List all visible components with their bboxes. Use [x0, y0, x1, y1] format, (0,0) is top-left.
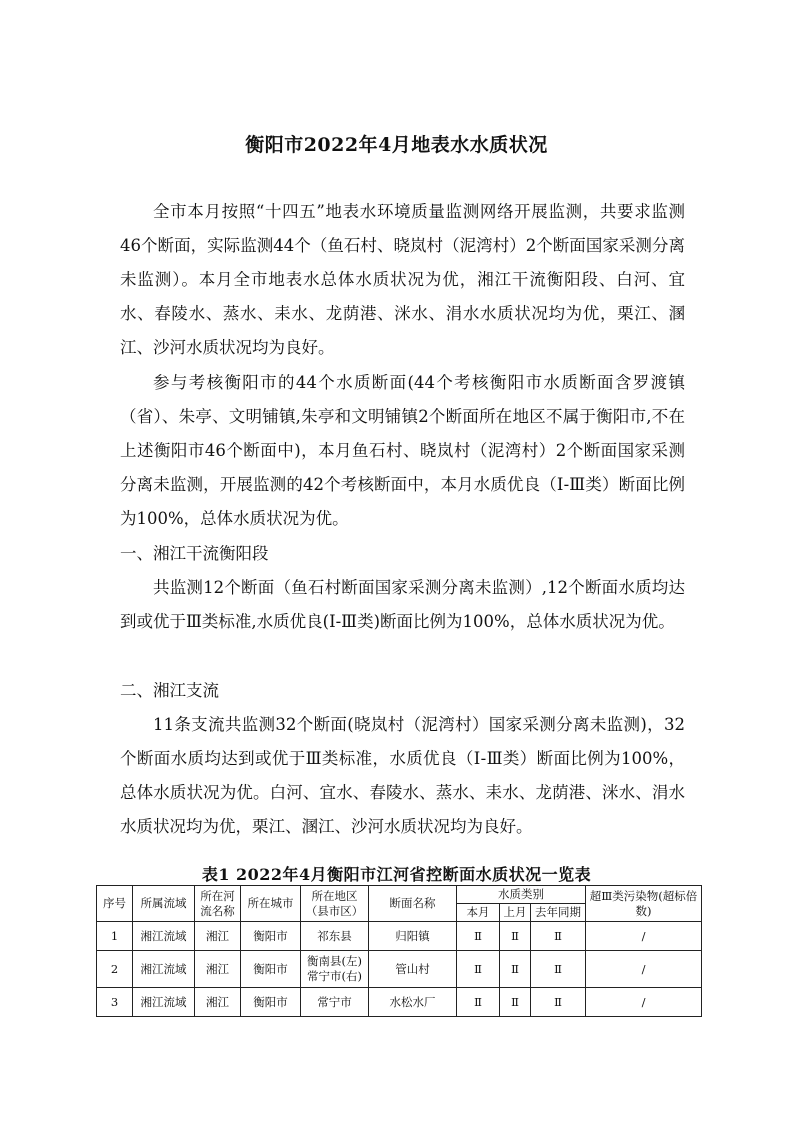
cell-over-standard: / [586, 951, 702, 988]
header-basin: 所属流域 [133, 886, 195, 922]
cell-basin: 湘江流域 [133, 922, 195, 951]
cell-city: 衡阳市 [241, 988, 301, 1017]
cell-river: 湘江 [195, 988, 241, 1017]
cell-last-month: Ⅱ [500, 988, 531, 1017]
cell-last-year: Ⅱ [531, 922, 586, 951]
cell-section: 管山村 [369, 951, 457, 988]
water-quality-table [96, 885, 702, 1017]
cell-district: 衡南县(左)常宁市(右) [301, 951, 369, 988]
header-river: 所在河流名称 [195, 886, 241, 922]
cell-this-month: Ⅱ [457, 988, 500, 1017]
page-title: 衡阳市2022年4月地表水水质状况 [245, 134, 548, 156]
cell-section: 水松水厂 [369, 988, 457, 1017]
cell-basin: 湘江流域 [133, 988, 195, 1017]
cell-city: 衡阳市 [241, 922, 301, 951]
header-section: 断面名称 [369, 886, 457, 922]
cell-over-standard: / [586, 988, 702, 1017]
header-quality: 水质类别 [457, 886, 586, 904]
header-seq: 序号 [97, 886, 133, 922]
cell-over-standard: / [586, 922, 702, 951]
header-last-month: 上月 [500, 904, 531, 922]
paragraph-mainstream: 共监测12个断面（鱼石村断面国家采测分离未监测）,12个断面水质均达到或优于Ⅲ类标准,水质优良(Ⅰ-Ⅲ类)断面比例为100%，总体水质状况为优。 [120, 578, 685, 631]
table-row [97, 988, 702, 1017]
cell-last-year: Ⅱ [531, 988, 586, 1017]
paragraph-overview: 全市本月按照“十四五”地表水环境质量监测网络开展监测，共要求监测46个断面，实际监测44个（鱼石村、晓岚村（泥湾村）2个断面国家采测分离未监测）。本月全市地表水总体水质状况为优，湘江干流衡阳段、白河、宜水、春陵水、蒸水、耒水、龙荫港、洣水、涓水水质状况均为优，栗江、溷江、沙河水质状况均为良好。 [120, 202, 685, 357]
paragraph-assessment: 参与考核衡阳市的44个水质断面(44个考核衡阳市水质断面含罗渡镇（省）、朱亭、文明铺镇,朱亭和文明铺镇2个断面所在地区不属于衡阳市,不在上述衡阳市46个断面中)，本月鱼石村、晓岚村（泥湾村）2个断面国家采测分离未监测，开展监测的42个考核断面中，本月水质优良（Ⅰ-Ⅲ类）断面比例为100%，总体水质状况为优。 [120, 373, 685, 528]
header-this-month: 本月 [457, 904, 500, 922]
cell-seq: 3 [97, 988, 133, 1017]
cell-this-month: Ⅱ [457, 922, 500, 951]
cell-river: 湘江 [195, 951, 241, 988]
cell-last-month: Ⅱ [500, 951, 531, 988]
cell-river: 湘江 [195, 922, 241, 951]
cell-section: 归阳镇 [369, 922, 457, 951]
table-row [97, 922, 702, 951]
paragraph-tributaries: 11条支流共监测32个断面(晓岚村（泥湾村）国家采测分离未监测)，32个断面水质均达到或优于Ⅲ类标准，水质优良（Ⅰ-Ⅲ类）断面比例为100%，总体水质状况为优。白河、宜水、春陵水、蒸水、耒水、龙荫港、洣水、涓水水质状况均为优，栗江、溷江、沙河水质状况均为良好。 [120, 715, 685, 836]
header-over-standard: 超Ⅲ类污染物(超标倍数) [586, 886, 702, 922]
section-heading-tributaries: 二、湘江支流 [120, 681, 219, 700]
cell-seq: 1 [97, 922, 133, 951]
cell-city: 衡阳市 [241, 951, 301, 988]
table-caption: 表1 2022年4月衡阳市江河省控断面水质状况一览表 [201, 865, 592, 884]
header-city: 所在城市 [241, 886, 301, 922]
cell-last-month: Ⅱ [500, 922, 531, 951]
section-heading-mainstream: 一、湘江干流衡阳段 [120, 544, 269, 563]
cell-district: 祁东县 [301, 922, 369, 951]
cell-district: 常宁市 [301, 988, 369, 1017]
table-row [97, 951, 702, 988]
cell-last-year: Ⅱ [531, 951, 586, 988]
cell-this-month: Ⅱ [457, 951, 500, 988]
cell-basin: 湘江流域 [133, 951, 195, 988]
header-last-year: 去年同期 [531, 904, 586, 922]
header-district: 所在地区（县市区） [301, 886, 369, 922]
cell-seq: 2 [97, 951, 133, 988]
